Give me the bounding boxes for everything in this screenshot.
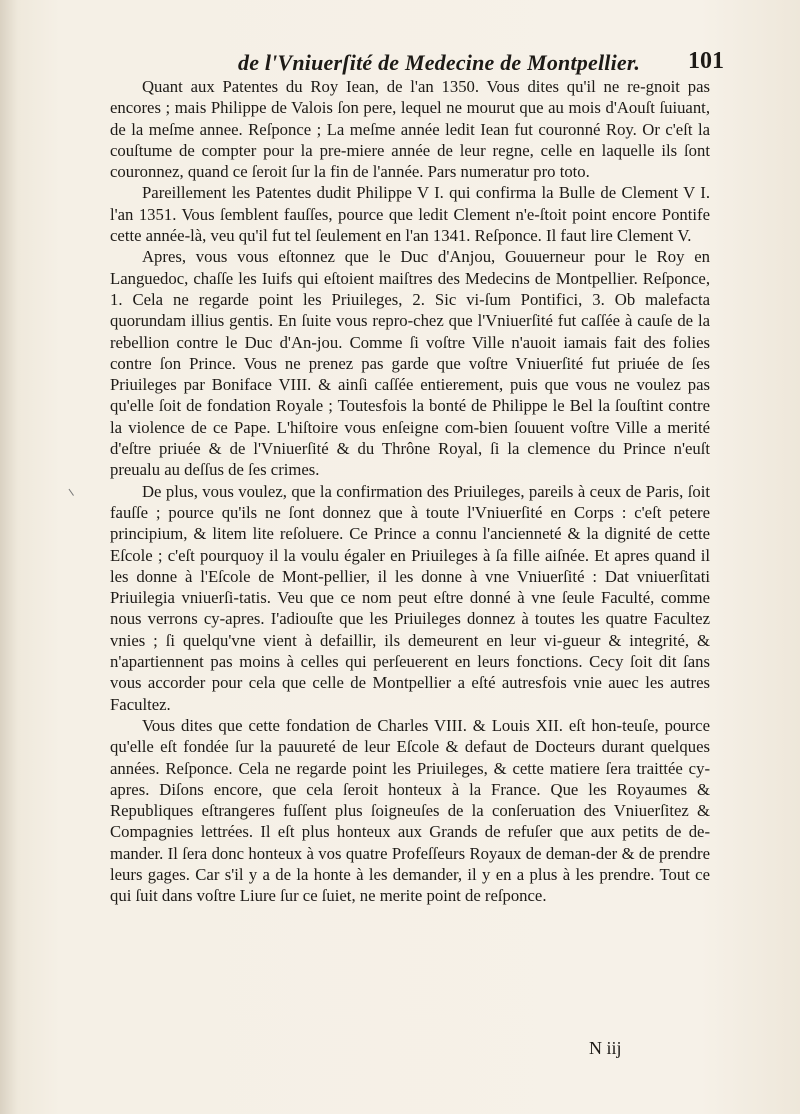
page-number: 101 (688, 48, 724, 74)
paragraph: De plus, vous voulez, que la confirmation des Priuileges, pareils à ceux de Paris, ſoit fauſſe ; pource qu'ils ne ſont donnez que à toute l'Vniuerſité en Corps : c'eſt petere principium, & litem lite reſoluere. Ce Prince a connu l'ancienneté & la dignité de cette Eſcole ; c'eſt pourquoy il la voulu égaler en Priuileges à ſa fille aiſnée. Et apres quand il les donne à l'Eſcole de Mont-pellier, il les donne à vne Vniuerſité : Dat vniuerſitati Priuilegia vniuerſi-tatis. Veu que ce nom peut eſtre donné à vne ſeule Faculté, comme nous verrons cy-apres. I'adiouſte que les Priuileges donnez à toutes les quatre Facultez vnies ; ſi quelqu'vne vient à defaillir, ils demeurent en leur vi-gueur & integrité, & n'apartiennent pas moins à celles qui perſeuerent en leurs fonctions. Cecy ſoit dit ſans vous accorder pour cela que celle de Montpellier a eſté autresfois vnie auec les autres Facultez. (110, 481, 710, 714)
paragraph: Vous dites que cette fondation de Charles VIII. & Louis XII. eſt hon-teuſe, pource qu'elle eſt fondée ſur la pauureté de leur Eſcole & defaut de Docteurs durant quelques années. Reſponce. Cela ne regarde point les Priuileges, & cette matiere ſera traittée cy-apres. Diſons encore, que cela ſeroit honteux à la France. Que les Royaumes & Republiques eſtrangeres fuſſent plus ſoigneuſes de la conſeruation des Vniuerſitez & Compagnies lettrées. Il eſt plus honteux aux Grands de refuſer que aux petits de de-mander. Il ſera donc honteux à vos quatre Profeſſeurs Royaux de deman-der & de prendre leurs gages. Car s'il y a de la honte à les demander, il y en a plus à les prendre. Tout ce qui ſuit dans voſtre Liure ſur ce ſuiet, ne merite point de reſponce. (110, 715, 710, 906)
paragraph: Quant aux Patentes du Roy Iean, de l'an 1350. Vous dites qu'il ne re-gnoit pas encores ; mais Philippe de Valois ſon pere, lequel ne mourut que au mois d'Aouſt ſuiuant, de la meſme annee. Reſponce ; La meſme année ledit Iean fut couronné Roy. Or c'eſt la couſtume de compter pour la pre-miere année de leur regne, celle en laquelle ils ſont couronnez, quand ce ſeroit ſur la fin de l'année. Pars numeratur pro toto. (110, 77, 710, 182)
margin-ink-mark (69, 484, 81, 496)
body-text (110, 76, 710, 907)
running-title: de l'Vniuerſité de Medecine de Montpellier. (238, 50, 641, 75)
paragraph: Pareillement les Patentes dudit Philippe V I. qui confirma la Bulle de Clement V I. l'an 1351. Vous ſemblent fauſſes, pource que ledit Clement n'e-ſtoit point encore Pontife cette année-là, veu qu'il fut tel ſeulement en l'an 1341. Reſponce. Il faut lire Clement V. (110, 183, 710, 246)
signature-mark: N iij (589, 1038, 622, 1058)
paragraph: Apres, vous vous eſtonnez que le Duc d'Anjou, Gouuerneur pour le Roy en Languedoc, chaſſe les Iuifs qui eſtoient maiſtres des Medecins de Montpellier. Reſponce, 1. Cela ne regarde point les Priuileges, 2. Sic vi-ſum Pontifici, 3. Ob malefacta quorundam illius gentis. En ſuite vous repro-chez que l'Vniuerſité fut caſſée à cauſe de la rebellion contre le Duc d'An-jou. Comme ſi voſtre Ville n'auoit iamais fait des folies contre ſon Prince. Vous ne prenez pas garde que voſtre Vniuerſité fut priuée de ſes Priuileges par Boniface VIII. & ainſi caſſée entierement, puis que vous ne voulez pas qu'elle ſoit de fondation Royale ; Toutesfois la bonté de Philippe le Bel la ſouſtint contre la violence de ce Pape. L'hiſtoire vous enſeigne com-bien ſouuent voſtre Ville a merité d'eſtre priuée & de l'Vniuerſité & du Thrône Royal, ſi la clemence du Prince n'euſt preualu au deſſus de ſes crimes. (110, 247, 710, 480)
